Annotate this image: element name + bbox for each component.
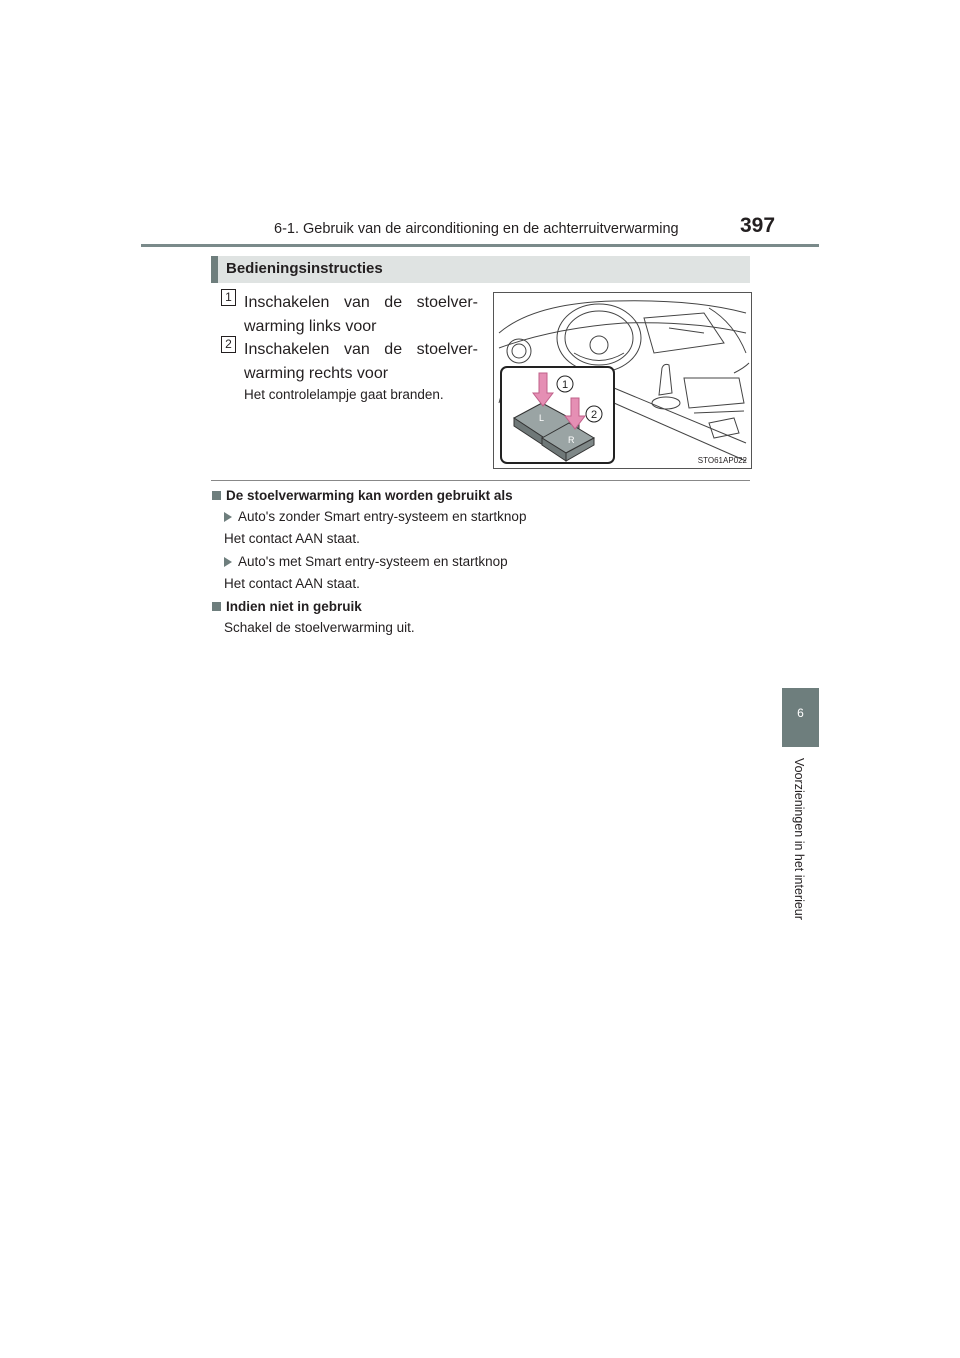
triangle-bullet-icon <box>224 557 232 567</box>
section-accent <box>211 256 218 283</box>
seat-heater-illustration <box>493 292 752 469</box>
case-2-text: Auto's met Smart entry-systeem en startknop <box>238 554 508 569</box>
case-1-body: Het contact AAN staat. <box>224 531 360 546</box>
callout-1: 1 <box>561 379 569 391</box>
section-header <box>211 256 750 283</box>
case-1-text: Auto's zonder Smart entry-systeem en startknop <box>238 509 527 524</box>
case-1-label <box>224 509 526 524</box>
callout-2: 2 <box>590 409 598 421</box>
item-text-2: Inschakelen van de stoelver-warming rechts voor <box>244 341 478 382</box>
chapter-tab <box>782 688 819 747</box>
square-bullet-icon <box>212 491 221 500</box>
chapter-number: 6 <box>797 706 804 720</box>
chapter-title: Voorzieningen in het interieur <box>792 758 806 920</box>
item-text-1: Inschakelen van de stoelver-warming links voor <box>244 294 478 335</box>
page-number: 397 <box>740 214 776 237</box>
dashboard-drawing <box>494 293 751 468</box>
figure-code: STO61AP022 <box>697 456 747 465</box>
conditions-heading <box>212 488 513 503</box>
indicator-note: Het controlelampje gaat branden. <box>244 387 444 402</box>
section-title: Bedieningsinstructies <box>226 260 383 277</box>
case-2-label <box>224 554 508 569</box>
button-left-label: L <box>539 413 545 423</box>
not-in-use-title: Indien niet in gebruik <box>226 599 362 614</box>
item-number-2: 2 <box>221 336 236 353</box>
header-rule <box>141 244 819 247</box>
item-number-1: 1 <box>221 289 236 306</box>
conditions-title: De stoelverwarming kan worden gebruikt als <box>226 488 513 503</box>
section-divider <box>211 480 750 481</box>
triangle-bullet-icon <box>224 512 232 522</box>
button-right-label: R <box>568 435 575 445</box>
not-in-use-body: Schakel de stoelverwarming uit. <box>224 620 415 635</box>
square-bullet-icon <box>212 602 221 611</box>
not-in-use-heading <box>212 599 362 614</box>
header-title: 6-1. Gebruik van de airconditioning en de achterruitverwarming <box>274 221 679 237</box>
case-2-body: Het contact AAN staat. <box>224 576 360 591</box>
